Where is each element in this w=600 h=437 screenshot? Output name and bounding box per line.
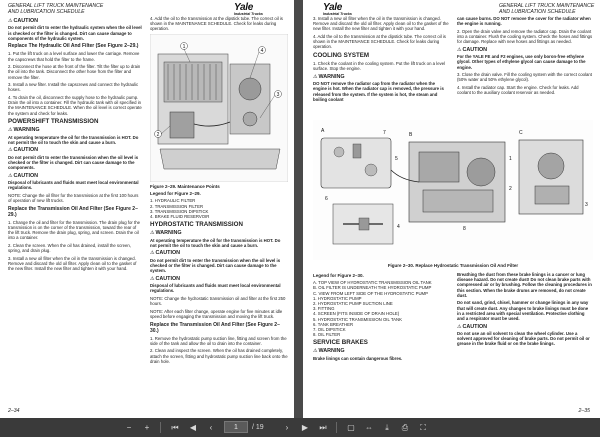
- page-number-input[interactable]: 1: [224, 421, 248, 433]
- svg-text:3: 3: [585, 202, 588, 208]
- legend-item: 8. OIL FILTER: [313, 332, 341, 338]
- header-line-1: GENERAL LIFT TRUCK MAINTENANCE: [499, 3, 595, 9]
- logo-subtext: Industrial Trucks: [323, 12, 352, 16]
- step-text: 4. To drain the oil, disconnect the supply hose to the hydraulic pump. Drain the oil into a container. Fill the hydraulic tank with oil specified in the MAINTENANCE SCHEDULE. When the oil level is correct operate the system and check for leaks.: [8, 95, 142, 116]
- step-text: 3. Install a new filter. Install the capscrews and connect the hydraulic hoses.: [8, 82, 139, 93]
- caution-text: For the YALE FE and F2 engines, use only boron-free ethylene glycol. Other types of ethylene glycol can cause damage to the engine.: [457, 54, 586, 70]
- svg-text:1: 1: [509, 156, 512, 162]
- left-page-column-1: [8, 16, 142, 274]
- svg-text:A: A: [321, 128, 325, 134]
- legend-title: Legend for Figure 2–30.: [313, 273, 364, 278]
- caution-heading: [150, 276, 288, 282]
- caution-label: CAUTION: [462, 323, 488, 330]
- caution-heading: [457, 47, 593, 53]
- figure-caption: Figure 2–29. Maintenance Points: [150, 184, 220, 189]
- warning-text: At operating temperature the oil for the transmission is HOT. Do not permit the oil to touch the skin and cause a burn.: [8, 134, 139, 145]
- legend-item: A. TOP VIEW OF HYDROSTATIC TRANSMISSION OIL TANK: [313, 280, 432, 286]
- svg-text:4: 4: [260, 47, 264, 54]
- last-page-icon[interactable]: ⏭: [319, 423, 327, 432]
- svg-text:5: 5: [395, 156, 398, 162]
- svg-text:4: 4: [397, 224, 400, 230]
- svg-text:8: 8: [463, 226, 466, 232]
- warning-icon: ⚠: [8, 127, 13, 134]
- figure-caption-wrap: [313, 262, 593, 270]
- note-text: NOTE: After each filter change, operate engine for five minutes at idle speed before engaging the transmission and moving the lift truck.: [150, 308, 283, 320]
- legend-item: 3. FITTING: [313, 306, 335, 312]
- prev-icon[interactable]: ‹: [209, 423, 213, 432]
- caution-label: CAUTION: [13, 172, 39, 179]
- fit-page-icon[interactable]: ▢: [347, 423, 355, 432]
- legend-item: C. VIEW FROM LEFT SIDE OF THE HYDROSTATIC PUMP: [313, 290, 428, 296]
- legend-title: Legend for Figure 2–29.: [150, 191, 201, 197]
- fit-width-icon[interactable]: ⇔: [365, 423, 373, 432]
- warning-text: Brake linings can contain dangerous fibres.: [313, 355, 403, 361]
- svg-text:3: 3: [276, 91, 280, 98]
- step-text: 3. Close the drain valve. Fill the cooling system with the correct coolant (50% water and 50% ethylene glycol).: [457, 72, 592, 83]
- caution-label: CAUTION: [155, 275, 181, 282]
- zoom-out-icon[interactable]: −: [126, 423, 132, 432]
- page-header-left: [8, 3, 103, 15]
- svg-text:6: 6: [325, 196, 328, 202]
- section-title: Replace The Hydraulic Oil And Filter (See Figure 2–29.): [8, 43, 139, 50]
- legend-item: 4. BRAKE FLUID RESERVOIR: [150, 214, 210, 220]
- logo-text: Yale: [234, 2, 254, 13]
- step-text: 3. Install a new oil filter when the oil in the transmission is changed. Remove and discard the old oil filter. Apply clean oil to the gasket of the new filter. Install the new filter and tighten it with your hand.: [8, 255, 137, 272]
- step-text: 2. Open the drain valve and remove the radiator cap. Drain the coolant into a container. Flush the cooling system. Check the hoses and fittings for damage. Replace with new hoses and fittings as needed.: [457, 28, 593, 45]
- warning-heading: [313, 348, 449, 354]
- toolbar-divider: [160, 422, 161, 433]
- caution-label: CAUTION: [462, 46, 488, 53]
- caution-text: Do not permit dirt to enter the hydraulic system when the oil level is checked or the filter is changed. Dirt can cause damage to components of the hydraulic system.: [8, 25, 142, 41]
- page-number: 2–35: [578, 408, 590, 414]
- section-title: Replace the Transmission Oil And Filter (See Figure 2–29.): [8, 205, 138, 218]
- warning-label: WARNING: [318, 73, 345, 80]
- caution-text: Do not permit dirt to enter the transmission when the oil level is checked or the filter is changed. Dirt can cause damage to the components.: [8, 154, 139, 171]
- legend-item: 5. HYDROSTATIC TRANSMISSION OIL TANK: [313, 316, 402, 322]
- step-text: 1. Remove the hydrostatic pump suction line, fitting and screen from the side of the tank and allow the oil to drain into the container.: [150, 335, 287, 346]
- next-icon[interactable]: ▶: [301, 423, 309, 432]
- caution-text: Do not permit dirt to enter the transmission when the oil level is checked or the filter is changed. Dirt can cause damage to the system.: [150, 257, 281, 274]
- warning-heading: [150, 230, 288, 236]
- left-page-column-2: [150, 16, 288, 366]
- step-text: 1. Put the lift truck on a level surface and lower the carriage. Remove the capscrews that hold the filter to the frame.: [8, 51, 140, 62]
- page-total: / 19: [252, 424, 264, 431]
- header-line-1: GENERAL LIFT TRUCK MAINTENANCE: [8, 3, 104, 9]
- legend-item: B. OIL FILTER IS UNDERNEATH THE HYDROSTATIC PUMP: [313, 285, 432, 291]
- svg-text:1: 1: [182, 43, 186, 50]
- section-heading: HYDROSTATIC TRANSMISSION: [150, 221, 243, 229]
- legend-item: 2. HYDROSTATIC PUMP SUCTION LINE: [313, 301, 393, 307]
- first-page-icon[interactable]: ⏮: [171, 423, 179, 432]
- yale-logo: [323, 2, 352, 16]
- legend-list: [150, 198, 288, 219]
- warning-icon: ⚠: [313, 73, 318, 80]
- section-title: Replace the Transmission Oil And Filter (See Figure 2–30.): [150, 321, 280, 334]
- section-heading: COOLING SYSTEM: [313, 52, 370, 59]
- svg-text:2: 2: [509, 186, 512, 192]
- warning-label: WARNING: [155, 230, 182, 237]
- caution-icon: ⚠: [457, 323, 462, 330]
- step-text: 4. Install the radiator cap. Start the engine. Check for leaks. Add coolant to the auxiliary coolant reservoir as needed.: [457, 85, 579, 96]
- legend-item: 4. SCREEN (FITS INSIDE OF DRAIN HOLE): [313, 311, 400, 317]
- figure-2-30: [313, 120, 593, 260]
- caution-heading: [457, 324, 593, 330]
- yale-logo: [234, 2, 263, 16]
- warning-label: WARNING: [318, 348, 345, 355]
- warning-text: At operating temperature the oil for the transmission is HOT. Do not permit the oil to touch the skin and cause a burn.: [150, 237, 281, 248]
- right-page-column-2: [457, 16, 593, 98]
- warning-text-continued: can cause burns. DO NOT remove the cover for the radiator when the engine is running.: [457, 16, 591, 27]
- svg-text:B: B: [409, 132, 413, 138]
- caution-label: CAUTION: [13, 18, 39, 24]
- warning-text: Do not sand, grind, chisel, hammer or change linings in any way that will create dust. Any changes to brake linings must be done in a restricted area with special ventilation. Protective clothing and a respirator must be used.: [457, 300, 589, 322]
- pdf-toolbar: [0, 418, 600, 437]
- right-page: [303, 0, 600, 418]
- svg-text:C: C: [519, 130, 523, 136]
- warning-icon: ⚠: [150, 230, 155, 237]
- legend-item: 3. TRANSMISSION DIPSTICK: [150, 208, 209, 214]
- note-text: NOTE: Change the oil filter for the transmission at the first 100 hours of operation of new lift trucks.: [8, 193, 139, 204]
- legend-list: [313, 280, 449, 337]
- caution-heading: [8, 147, 142, 153]
- warning-label: WARNING: [13, 127, 40, 134]
- step-text: 4. Add the oil to the transmission at the dipstick tube. The correct oil is shown in the MAINTENANCE SCHEDULE. Check for leaks during operation.: [150, 16, 283, 32]
- note-text: NOTE: Change the hydrostatic transmission oil and filter at the first 250 hours.: [150, 296, 286, 307]
- step-text: 2. Clean the screen. When the oil has drained, install the screen, spring, and drain plug.: [8, 243, 132, 254]
- next-page-icon[interactable]: ›: [285, 423, 289, 432]
- hydrostatic-transmission-illustration: [313, 120, 593, 260]
- svg-text:2: 2: [156, 131, 160, 138]
- warning-icon: ⚠: [313, 348, 318, 355]
- caution-label: CAUTION: [155, 250, 181, 257]
- page-number: 2–34: [8, 408, 20, 414]
- caution-icon: ⚠: [8, 172, 13, 179]
- legend-item: 1. HYDROSTATIC PUMP: [313, 295, 362, 301]
- print-icon[interactable]: ⎙: [401, 423, 409, 432]
- legend-item: 6. TANK BREATHER: [313, 321, 354, 327]
- caution-icon: ⚠: [457, 46, 462, 53]
- step-text: 4. Add the oil to the transmission at the dipstick tube. The correct oil is shown in the MAINTENANCE SCHEDULE. Check for leaks during operation.: [313, 34, 446, 50]
- left-page: [0, 0, 294, 418]
- section-heading: SERVICE BRAKES: [313, 339, 368, 347]
- section-heading: POWERSHIFT TRANSMISSION: [8, 118, 99, 126]
- legend-item: 2. TRANSMISSION FILTER: [150, 203, 204, 209]
- maintenance-points-illustration: [150, 34, 288, 182]
- right-page-column-3: [313, 272, 449, 363]
- step-text: 2. Clean and inspect the screen. When the oil has drained completely, attach the screen, fitting and hydrostatic pump suction line back onto the drain hole.: [150, 348, 288, 364]
- step-text: 1. Change the oil and filter for the transmission. The drain plug for the transmission is on the corner of the transmission, toward the rear of the lift truck. Remove the drain plug, spring, and screen. Drain the oil into a container.: [8, 219, 141, 241]
- caution-heading: [8, 18, 142, 24]
- logo-text: Yale: [323, 2, 343, 13]
- caution-icon: ⚠: [8, 18, 13, 24]
- logo-subtext: Industrial Trucks: [234, 12, 263, 16]
- caution-icon: ⚠: [8, 147, 13, 154]
- caution-heading: [8, 173, 142, 179]
- step-text: 3. Install a new oil filter when the oil in the transmission is changed. Remove and discard the old oil filter. Apply clean oil to the gasket of the new filter. Install the new filter and tighten it with your hand.: [313, 16, 449, 32]
- toolbar-divider: [336, 422, 337, 433]
- caution-icon: ⚠: [150, 275, 155, 282]
- caution-text: Disposal of lubricants and fluids must meet local environmental regulations.: [150, 283, 281, 294]
- svg-text:7: 7: [383, 130, 386, 136]
- download-icon[interactable]: ⤓: [385, 423, 389, 432]
- figure-caption: Figure 2–30. Replace Hydrostatic Transmission Oil And Filter: [387, 263, 519, 268]
- legend-item: 1. HYDRAULIC FILTER: [150, 198, 196, 204]
- warning-text: DO NOT remove the radiator cap from the radiator when the engine is hot. When the radiator cap is removed, the pressure is released from the system. If the system is hot, the steam and boiling coolant: [313, 81, 444, 102]
- caution-heading: [150, 250, 288, 256]
- caution-text: Disposal of lubricants and fluids must meet local environmental regulations.: [8, 180, 139, 191]
- caution-label: CAUTION: [13, 147, 39, 154]
- step-text: 1. Check the coolant in the cooling system. Put the lift truck on a level surface. Stop the engine.: [313, 61, 446, 72]
- legend-item: 7. OIL DIPSTICK: [313, 327, 346, 333]
- right-page-column-1: [313, 16, 449, 104]
- zoom-in-icon[interactable]: +: [144, 423, 150, 432]
- page-header-right: [499, 3, 594, 15]
- header-line-2: AND LUBRICATION SCHEDULE: [499, 9, 576, 15]
- warning-heading: [313, 74, 449, 80]
- caution-text: Do not use an oil solvent to clean the wheel cylinder. Use a solvent approved for cleaning of brake parts. Do not permit oil or grease in the brake fluid or on the brake linings.: [457, 331, 590, 347]
- prev-page-icon[interactable]: ◀: [189, 423, 197, 432]
- warning-heading: [8, 127, 142, 133]
- right-page-column-4: [457, 272, 593, 349]
- caution-icon: ⚠: [150, 250, 155, 257]
- warning-text: Breathing the dust from these brake linings is a cancer or lung disease hazard. Do not create dust! Do not clean brake parts with compressed air or by brushing. Follow the cleaning procedures in this section. When the brake drums are removed, do not create dust.: [457, 272, 592, 298]
- header-line-2: AND LUBRICATION SCHEDULE: [8, 9, 85, 15]
- fullscreen-icon[interactable]: ⛶: [420, 423, 426, 432]
- figure-2-29: [150, 34, 288, 182]
- step-text: 2. Disconnect the hose at the front of the filter. Tilt the filter up to drain the oil into the tank. Disconnect the other hose from the filter and remove the filter.: [8, 64, 141, 80]
